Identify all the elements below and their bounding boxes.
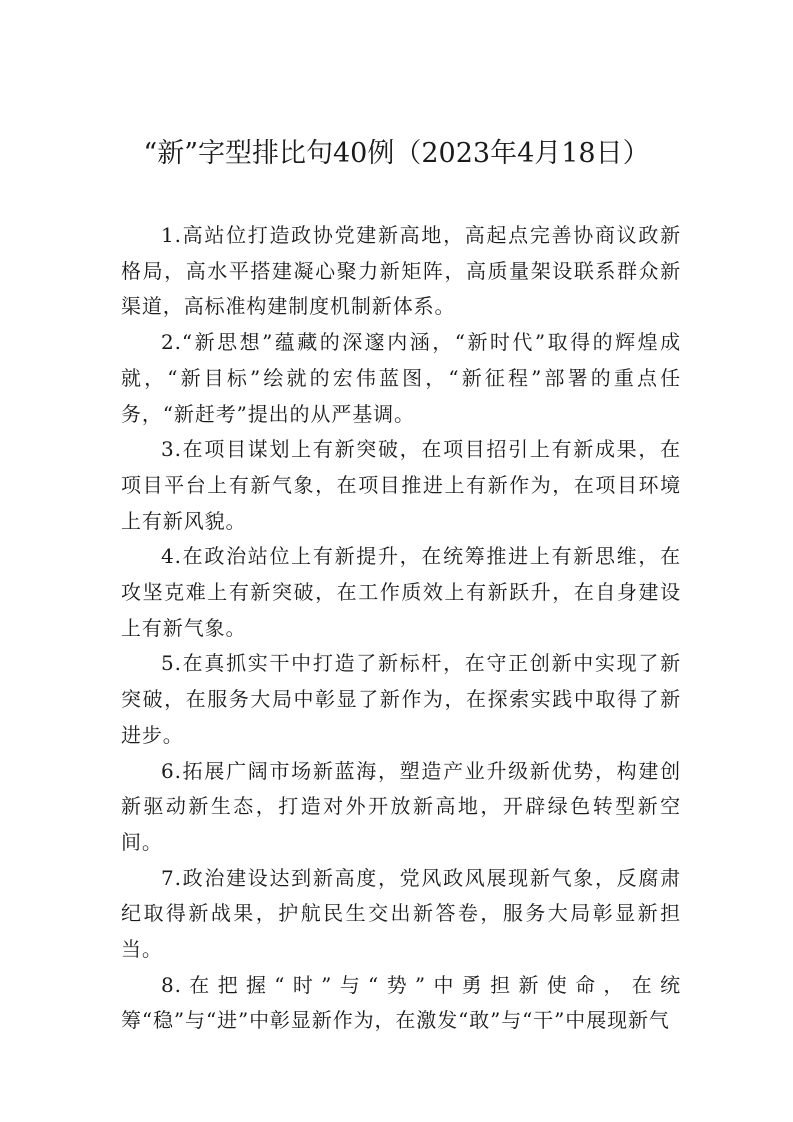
- paragraph-7: 7.政治建设达到新高度，党风政风展现新气象，反腐肃纪取得新战果，护航民生交出新答卷，服务大局彰显新担当。: [121, 865, 681, 962]
- paragraph-1: 1.高站位打造政协党建新高地，高起点完善协商议政新格局，高水平搭建凝心聚力新矩阵，高质量架设联系群众新渠道，高标准构建制度机制新体系。: [121, 223, 681, 319]
- paragraph-5: 5.在真抓实干中打造了新标杆，在守正创新中实现了新突破，在服务大局中彰显了新作为，在探索实践中取得了新进步。: [121, 651, 681, 747]
- paragraph-3: 3.在项目谋划上有新突破，在项目招引上有新成果，在项目平台上有新气象，在项目推进上有新作为，在项目环境上有新风貌。: [121, 437, 681, 533]
- document-title: “新”字型排比句40例（2023年4月18日）: [143, 138, 650, 169]
- document-body: [121, 218, 681, 1039]
- paragraph-8: 8.在把握“时”与“势”中勇担新使命，在统筹“稳”与“进”中彰显新作为，在激发“敢”与“干”中展现新气: [121, 972, 681, 1033]
- paragraph-2: 2.“新思想”蕴藏的深邃内涵，“新时代”取得的辉煌成就，“新目标”绘就的宏伟蓝图，“新征程”部署的重点任务，“新赶考”提出的从严基调。: [121, 330, 681, 426]
- paragraph-6: 6.拓展广阔市场新蓝海，塑造产业升级新优势，构建创新驱动新生态，打造对外开放新高地，开辟绿色转型新空间。: [121, 758, 681, 854]
- paragraph-4: 4.在政治站位上有新提升，在统筹推进上有新思维，在攻坚克难上有新突破，在工作质效上有新跃升，在自身建设上有新气象。: [121, 544, 681, 640]
